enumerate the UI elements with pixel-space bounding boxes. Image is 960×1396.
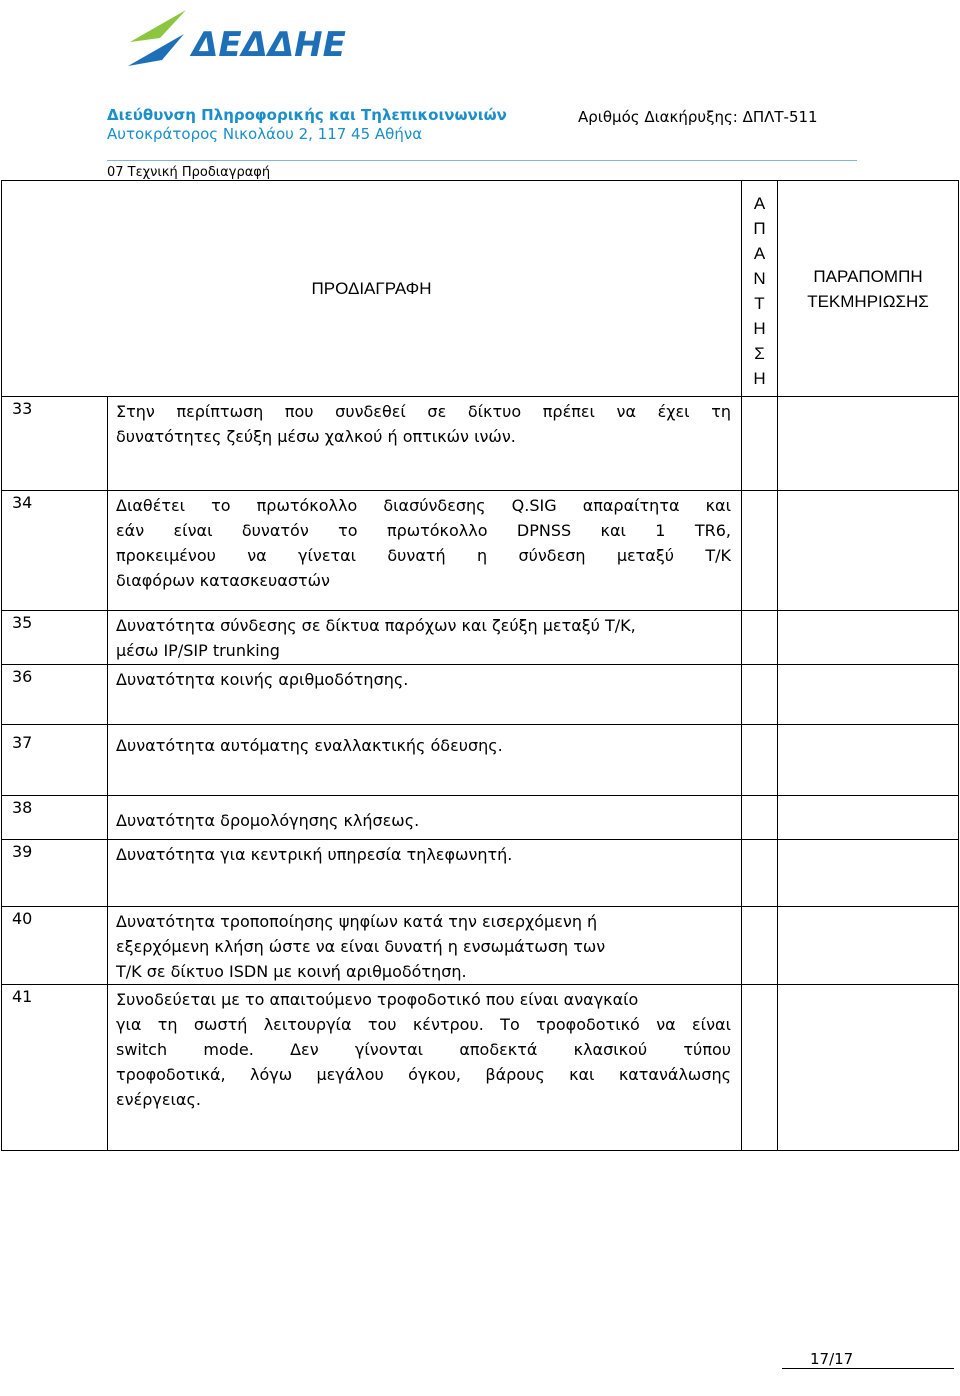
answer-cell[interactable] — [742, 491, 778, 611]
answer-cell[interactable] — [742, 725, 778, 796]
text-line: τροφοδοτικά, λόγω μεγάλου όγκου, βάρους και κατανάλωσης — [116, 1065, 731, 1084]
text-line: Στην περίπτωση που συνδεθεί σε δίκτυο πρέπει να έχει τη — [116, 402, 731, 421]
reference-cell[interactable] — [778, 725, 959, 796]
reference-cell[interactable] — [778, 907, 959, 985]
answer-cell[interactable] — [742, 796, 778, 840]
table-header-row — [2, 181, 959, 397]
answer-letter: Α — [753, 243, 766, 263]
table-row — [2, 491, 959, 611]
row-number: 35 — [2, 611, 108, 665]
table-row — [2, 665, 959, 725]
row-number: 39 — [2, 840, 108, 907]
text-line: εξερχόμενη κλήση ώστε να είναι δυνατή η ενσωμάτωση των — [116, 937, 606, 956]
row-text — [108, 985, 742, 1151]
text-line: προκειμένου να γίνεται δυνατή η σύνδεση μεταξύ Τ/Κ — [116, 546, 731, 565]
table-row — [2, 611, 959, 665]
answer-letter: Ν — [753, 268, 766, 288]
table-row — [2, 840, 959, 907]
table-row — [2, 397, 959, 491]
reference-cell[interactable] — [778, 611, 959, 665]
answer-letter: Η — [753, 368, 766, 388]
header-reference — [778, 181, 959, 397]
reference-cell[interactable] — [778, 397, 959, 491]
spec-section-label: 07 Τεχνική Προδιαγραφή — [107, 165, 271, 180]
text-line: δυνατότητες ζεύξη μέσω χαλκού ή οπτικών ινών. — [116, 427, 516, 446]
reference-cell[interactable] — [778, 985, 959, 1151]
answer-letter: Τ — [754, 293, 765, 313]
header-answer — [742, 181, 778, 397]
reference-cell[interactable] — [778, 840, 959, 907]
answer-cell[interactable] — [742, 397, 778, 491]
row-text — [108, 397, 742, 491]
text-line: Τ/Κ σε δίκτυο ISDN με κοινή αριθμοδότηση. — [116, 962, 467, 981]
row-number: 34 — [2, 491, 108, 611]
row-number: 41 — [2, 985, 108, 1151]
text-line: Δυνατότητα αυτόματης εναλλακτικής όδευσης. — [116, 736, 503, 755]
text-line: Συνοδεύεται με το απαιτούμενο τροφοδοτικό που είναι αναγκαίο — [116, 990, 639, 1009]
text-line: Δυνατότητα κοινής αριθμοδότησης. — [116, 670, 409, 689]
header-specification: ΠΡΟΔΙΑΓΡΑΦΗ — [2, 181, 742, 397]
footer-divider — [782, 1368, 954, 1369]
text-line: Δυνατότητα τροποποίησης ψηφίων κατά την εισερχόμενη ή — [116, 912, 598, 931]
table-row — [2, 725, 959, 796]
department-name: Διεύθυνση Πληροφορικής και Τηλεπικοινωνιών — [107, 106, 507, 124]
text-line: Δυνατότητα σύνδεσης σε δίκτυα παρόχων και ζεύξη μεταξύ Τ/Κ, — [116, 616, 636, 635]
row-text — [108, 491, 742, 611]
answer-cell[interactable] — [742, 840, 778, 907]
specification-table — [1, 180, 959, 1151]
table-row — [2, 796, 959, 840]
text-line: Δυνατότητα δρομολόγησης κλήσεως. — [116, 811, 420, 830]
row-text — [108, 725, 742, 796]
table-row — [2, 907, 959, 985]
reference-line-1: ΠΑΡΑΠΟΜΠΗ — [813, 266, 923, 286]
answer-letter: Η — [753, 318, 766, 338]
answer-cell[interactable] — [742, 985, 778, 1151]
text-line: switch mode. Δεν γίνονται αποδεκτά κλασικού τύπου — [116, 1040, 731, 1059]
logo-text: ΔΕΔΔΗΕ — [192, 25, 346, 65]
header-divider — [107, 160, 857, 161]
reference-cell[interactable] — [778, 796, 959, 840]
answer-cell[interactable] — [742, 665, 778, 725]
reference-line-2: ΤΕΚΜΗΡΙΩΣΗΣ — [807, 291, 929, 311]
row-text — [108, 796, 742, 840]
answer-letter: Σ — [754, 343, 765, 363]
text-line: διαφόρων κατασκευαστών — [116, 571, 330, 590]
row-number: 38 — [2, 796, 108, 840]
text-line: ενέργειας. — [116, 1090, 201, 1109]
answer-cell[interactable] — [742, 907, 778, 985]
answer-cell[interactable] — [742, 611, 778, 665]
reference-cell[interactable] — [778, 665, 959, 725]
text-line: Δυνατότητα για κεντρική υπηρεσία τηλεφωνητή. — [116, 845, 513, 864]
row-number: 33 — [2, 397, 108, 491]
dedde-logo — [126, 8, 356, 78]
text-line: μέσω IP/SIP trunking — [116, 641, 280, 660]
row-text — [108, 611, 742, 665]
text-line: εάν είναι δυνατόν το πρωτόκολλο DPNSS και 1 TR6, — [116, 521, 731, 540]
answer-letter: Α — [753, 193, 766, 213]
row-number: 37 — [2, 725, 108, 796]
answer-letter: Π — [753, 218, 766, 238]
row-text — [108, 665, 742, 725]
row-number: 36 — [2, 665, 108, 725]
department-address: Αυτοκράτορος Νικολάου 2, 117 45 Αθήνα — [107, 125, 423, 143]
table-row — [2, 985, 959, 1151]
tender-number: Αριθμός Διακήρυξης: ΔΠΛΤ-511 — [578, 108, 818, 126]
row-text — [108, 840, 742, 907]
page-number: 17/17 — [810, 1350, 854, 1368]
reference-cell[interactable] — [778, 491, 959, 611]
text-line: Διαθέτει το πρωτόκολλο διασύνδεσης Q.SIG απαραίτητα και — [116, 496, 731, 515]
row-number: 40 — [2, 907, 108, 985]
text-line: για τη σωστή λειτουργία του κέντρου. Το τροφοδοτικό να είναι — [116, 1015, 731, 1034]
row-text — [108, 907, 742, 985]
